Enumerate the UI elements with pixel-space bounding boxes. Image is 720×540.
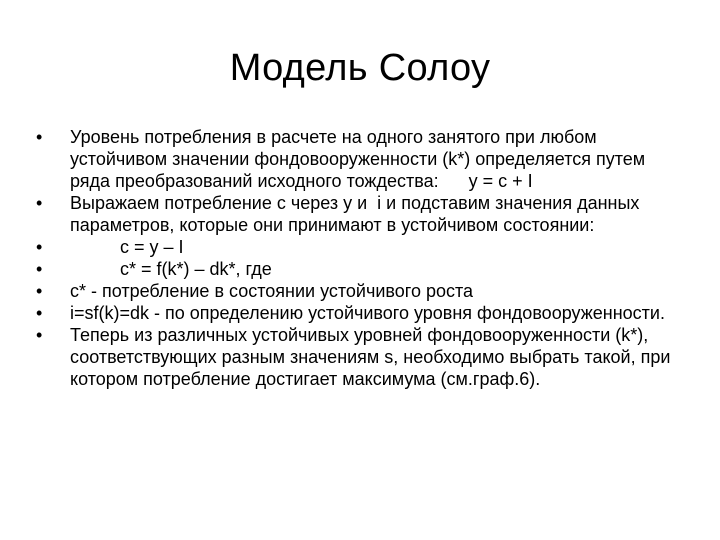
bullet-text: с* - потребление в состоянии устойчивого роста (70, 281, 474, 301)
bullet-marker: • (36, 127, 43, 147)
bullet-marker: • (36, 237, 43, 257)
bullet-item-4 (36, 258, 688, 280)
bullet-item-6 (36, 302, 688, 324)
bullet-item-7 (36, 324, 688, 390)
bullet-text: Уровень потребления в расчете на одного занятого при любом устойчивом значении фондовооруженности (k*) определяется путем ряда преобразований исходного тождества: у = с + I (70, 127, 651, 191)
bullet-marker: • (36, 259, 43, 279)
bullet-marker: • (36, 193, 43, 213)
formula-steady-state-consumption: с* = f(k*) – dk*, где (120, 259, 272, 279)
bullet-marker: • (36, 281, 43, 301)
bullet-marker: • (36, 325, 43, 345)
bullet-text: Выражаем потребление с через у и i и подставим значения данных параметров, которые они принимают в устойчивом состоянии: (70, 193, 645, 235)
bullet-item-5 (36, 280, 688, 302)
formula-consumption: с = у – I (120, 237, 184, 257)
bullet-item-3 (36, 236, 688, 258)
bullet-marker: • (36, 303, 43, 323)
bullet-item-1 (36, 126, 688, 192)
bullet-text: i=sf(k)=dk - по определению устойчивого уровня фондовооруженности. (70, 303, 665, 323)
bullet-text: Теперь из различных устойчивых уровней фондовооруженности (k*), соответствующих разным значениям s, необходимо выбрать такой, при котором потребление достигает максимума (см.граф.6). (70, 325, 676, 389)
slide-title: Модель Солоу (229, 47, 491, 89)
bullet-item-2 (36, 192, 688, 236)
bullet-list (36, 126, 688, 390)
